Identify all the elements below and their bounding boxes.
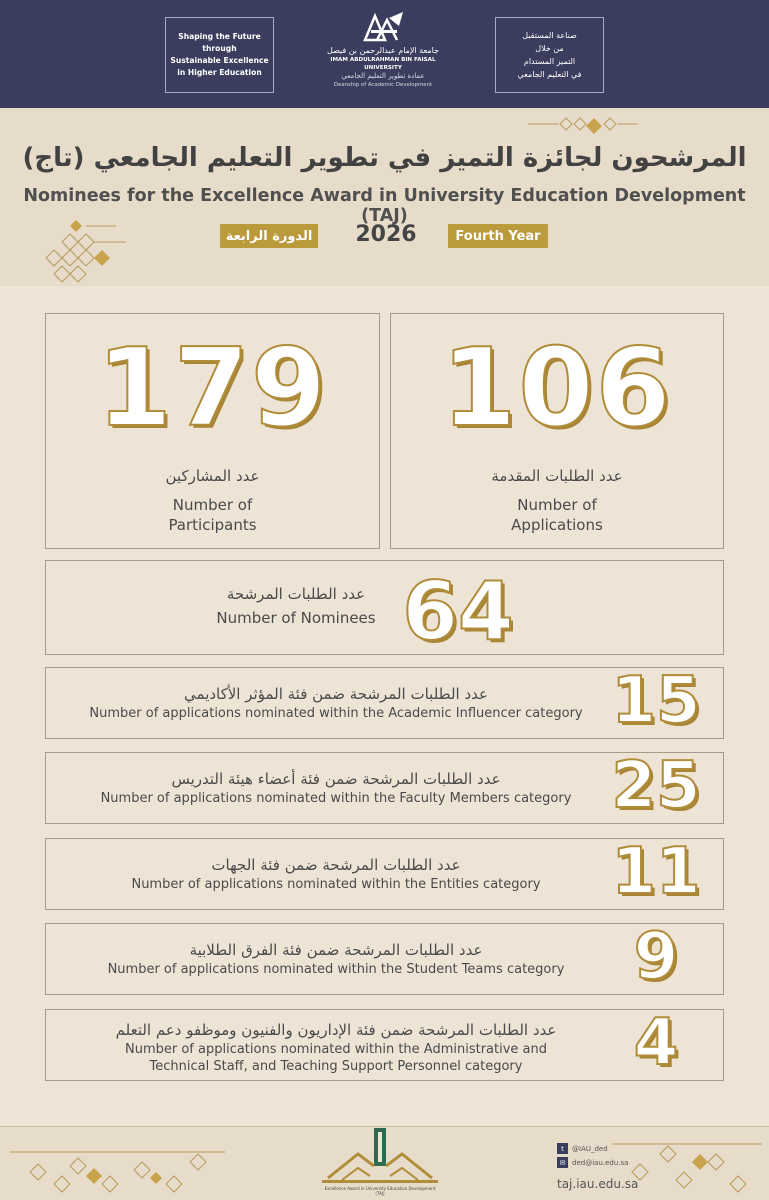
- applications-label-en: Number of: [517, 496, 597, 514]
- category-label-ar: عدد الطلبات المرشحة ضمن فئة الفرق الطلابية: [189, 941, 483, 959]
- ornament-pattern-icon: [36, 218, 136, 286]
- footer-pattern-right-icon: [612, 1132, 762, 1198]
- edition-badge-ar: الدورة الرابعة: [220, 224, 318, 248]
- edition-badge-en: Fourth Year: [448, 224, 548, 248]
- participants-label-en: Participants: [168, 516, 257, 534]
- award-caption: Excellence Award in University Education Development (TAJ): [324, 1186, 436, 1196]
- category-label-ar: عدد الطلبات المرشحة ضمن فئة أعضاء هيئة التدريس: [171, 770, 501, 788]
- category-label-en: Number of applications nominated within the Academic Influencer category: [89, 706, 583, 721]
- slogan-ar-box: [495, 17, 604, 93]
- university-name-ar: جامعة الإمام عبدالرحمن بن فيصل: [326, 46, 440, 55]
- website-link[interactable]: taj.iau.edu.sa: [557, 1177, 639, 1191]
- category-label-en: Number of applications nominated within the Entities category: [131, 877, 541, 892]
- university-emblem-icon: [359, 10, 407, 44]
- category-label-en: Number of applications nominated within the Administrative and: [124, 1042, 548, 1057]
- page-title-ar: المرشحون لجائزة التميز في تطوير التعليم الجامعي (تاج): [22, 143, 747, 173]
- nominees-count: 64: [402, 565, 514, 658]
- category-count: 9: [633, 920, 679, 994]
- slogan-en-line: Shaping the Future: [178, 32, 261, 41]
- twitter-handle[interactable]: [557, 1143, 608, 1154]
- deanship-name-ar: عمادة تطوير التعليم الجامعي: [341, 72, 425, 80]
- nominees-label-en: Number of Nominees: [216, 609, 376, 627]
- slogan-en-line: through: [202, 44, 237, 53]
- participants-count: 179: [96, 326, 329, 451]
- category-row-academic-influencer: [45, 664, 724, 739]
- nominees-card: [45, 560, 724, 658]
- category-count: 11: [611, 835, 701, 909]
- deanship-name-en: Deanship of Academic Development: [333, 82, 433, 88]
- applications-count: 106: [441, 326, 673, 451]
- university-name-en: IMAM ABDULRAHMAN BIN FAISAL UNIVERSITY: [330, 57, 436, 71]
- twitter-text: @IAU_ded: [572, 1144, 608, 1153]
- university-logo: [318, 10, 448, 98]
- year-label: 2026: [355, 222, 417, 247]
- applications-label-en: Applications: [511, 516, 603, 534]
- twitter-icon: t: [557, 1143, 568, 1154]
- category-label: [46, 683, 626, 722]
- participants-label-ar: عدد المشاركين: [165, 467, 260, 485]
- category-row-student-teams: [45, 920, 724, 995]
- ornament-dots-icon: [528, 112, 638, 136]
- category-label-ar: عدد الطلبات المرشحة ضمن فئة الجهات: [211, 856, 461, 874]
- category-label-en: Technical Staff, and Teaching Support Personnel category: [149, 1059, 523, 1074]
- slogan-en-line: in Higher Education: [177, 68, 262, 77]
- category-label-en: Number of applications nominated within the Faculty Members category: [100, 791, 572, 806]
- category-row-entities: [45, 835, 724, 910]
- category-label: [46, 768, 626, 807]
- slogan-ar-line: صناعة المستقبل: [522, 31, 577, 40]
- page-title-en: Nominees for the Excellence Award in University Education Development (TAJ): [23, 186, 746, 226]
- category-label-ar: عدد الطلبات المرشحة ضمن فئة المؤثر الأكاديمي: [184, 685, 488, 703]
- category-label: [46, 854, 626, 893]
- slogan-ar-line: التميز المستدام: [523, 57, 576, 66]
- slogan-ar-line: في التعليم الجامعي: [517, 70, 582, 79]
- category-row-admin-technical: [45, 1006, 724, 1081]
- category-label-ar: عدد الطلبات المرشحة ضمن فئة الإداريون والفنيون وموظفو دعم التعلم: [115, 1021, 557, 1039]
- participants-label-en: Number of: [172, 496, 253, 514]
- applications-label-ar: عدد الطلبات المقدمة: [491, 467, 623, 485]
- category-count: 4: [633, 1006, 679, 1080]
- nominees-label-ar: عدد الطلبات المرشحة: [226, 585, 366, 603]
- taj-award-logo-icon: [318, 1128, 442, 1184]
- applications-card: [390, 313, 724, 549]
- slogan-ar-line: من خلال: [535, 44, 564, 53]
- email-icon: ✉: [557, 1157, 568, 1168]
- category-count: 25: [611, 749, 701, 823]
- category-count: 15: [611, 664, 701, 738]
- footer-pattern-left-icon: [10, 1132, 225, 1198]
- category-row-faculty-members: [45, 749, 724, 824]
- email-text: ded@iau.edu.sa: [572, 1158, 629, 1167]
- slogan-en-box: [165, 17, 274, 93]
- slogan-en-line: Sustainable Excellence: [170, 56, 269, 65]
- nominees-label: [196, 583, 396, 631]
- category-label: [46, 939, 626, 978]
- participants-card: [45, 313, 380, 549]
- category-label-en: Number of applications nominated within the Student Teams category: [107, 962, 565, 977]
- category-label: [46, 1019, 626, 1075]
